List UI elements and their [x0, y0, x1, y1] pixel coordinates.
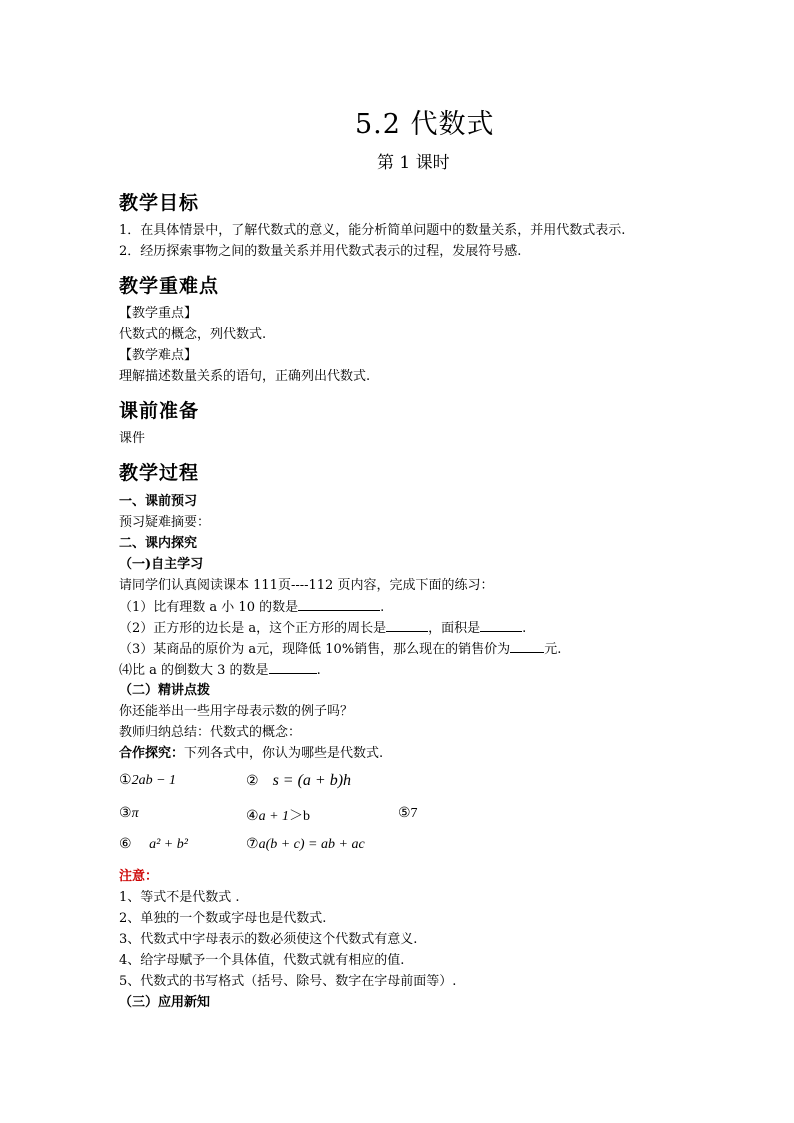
- focus-label: 【教学重点】: [119, 306, 198, 321]
- formula-7-number: ⑦: [246, 837, 259, 852]
- coop-label: 合作探究：: [119, 746, 185, 761]
- formula-3-number: ③: [119, 806, 132, 821]
- focus-text: 代数式的概念，列代数式.: [119, 327, 267, 342]
- note-item-2: 2、单独的一个数或字母也是代数式.: [119, 911, 327, 926]
- part2-heading: 二、课内探究: [119, 536, 198, 551]
- exercise-3: [119, 640, 561, 659]
- exercise-4: [119, 661, 321, 680]
- exercise-4-text: ⑷比 a 的倒数大 3 的数是: [119, 663, 269, 678]
- difficulty-text: 理解描述数量关系的语句，正确列出代数式.: [119, 369, 371, 384]
- formula-6-number: ⑥: [119, 837, 132, 852]
- exercise-1: [119, 598, 384, 617]
- exercise-1-end: .: [380, 600, 385, 615]
- note-item-3: 3、代数式中字母表示的数必须使这个代数式有意义.: [119, 932, 418, 947]
- formula-4-expr: a + 1: [258, 809, 290, 824]
- prep-text: 课件: [119, 431, 146, 446]
- exercise-2-text-b: ，面积是: [428, 621, 481, 636]
- heading-prep: 课前准备: [119, 400, 200, 422]
- exercise-4-end: .: [316, 663, 321, 678]
- formula-2: [246, 772, 351, 790]
- exercise-3-text: （3）某商品的原价为 a元，现降低 10%销售，那么现在的销售价为: [119, 642, 511, 657]
- formula-1-number: ①: [119, 773, 132, 788]
- formula-4-relation: ＞b: [289, 809, 311, 824]
- note-label: 注意：: [119, 869, 159, 884]
- part1-heading: 一、课前预习: [119, 494, 198, 509]
- formula-2-number: ②: [246, 774, 259, 789]
- exercise-2: [119, 619, 526, 638]
- sub1-heading: （一)自主学习: [119, 557, 204, 572]
- coop-text: 下列各式中，你认为哪些是代数式.: [184, 746, 384, 761]
- exercise-2-blank-1: [386, 619, 428, 632]
- coop-line: [119, 745, 383, 763]
- goal-item-2: 2．经历探索事物之间的数量关系并用代数式表示的过程，发展符号感.: [119, 244, 522, 259]
- note-item-5: 5、代数式的书写格式（括号、除号、数字在字母前面等）.: [119, 974, 457, 989]
- note-item-1: 1、等式不是代数式 .: [119, 890, 240, 905]
- heading-process: 教学过程: [119, 462, 200, 484]
- heading-key-points: 教学重难点: [119, 275, 220, 297]
- exercise-2-text: （2）正方形的边长是 a，这个正方形的周长是: [119, 621, 387, 636]
- lesson-subtitle: 第 1 课时: [377, 153, 450, 173]
- difficulty-label: 【教学难点】: [119, 348, 198, 363]
- formula-1-expr: 2ab − 1: [131, 773, 177, 788]
- exercise-2-blank-2: [480, 619, 522, 632]
- formula-4-number: ④: [246, 809, 259, 824]
- formula-2-expr: s = (a + b)h: [272, 772, 352, 789]
- formula-7-expr: a(b + c) = ab + ac: [258, 837, 365, 852]
- exercise-4-blank: [269, 661, 317, 674]
- part1-text: 预习疑难摘要：: [119, 515, 211, 530]
- sub3-heading: （三）应用新知: [119, 995, 211, 1010]
- heading-goals: 教学目标: [119, 192, 200, 214]
- formula-5: ⑤7: [398, 806, 418, 821]
- summary-text: 教师归纳总结：代数式的概念：: [119, 725, 302, 740]
- exercise-1-text: （1）比有理数 a 小 10 的数是: [119, 600, 299, 615]
- question-text: 你还能举出一些用字母表示数的例子吗？: [119, 704, 354, 719]
- goal-item-1: 1．在具体情景中，了解代数式的意义，能分析简单问题中的数量关系，并用代数式表示.: [119, 223, 626, 238]
- formula-3: [119, 805, 139, 822]
- exercise-3-end: 元.: [544, 642, 562, 657]
- formula-1: [119, 772, 176, 789]
- formula-4: [246, 805, 310, 825]
- exercise-3-blank: [510, 640, 544, 653]
- page-title: 5.2 代数式: [355, 109, 495, 140]
- formula-3-expr: π: [131, 806, 139, 821]
- formula-7: [246, 836, 365, 853]
- read-instruction: 请同学们认真阅读课本 111页----112 页内容，完成下面的练习：: [119, 578, 494, 593]
- sub2-heading: （二）精讲点拨: [119, 683, 211, 698]
- formula-6: [119, 836, 188, 853]
- note-item-4: 4、给字母赋予一个具体值，代数式就有相应的值.: [119, 953, 405, 968]
- exercise-1-blank: [298, 598, 380, 611]
- exercise-2-end: .: [522, 621, 527, 636]
- formula-6-expr: a² + b²: [149, 837, 188, 852]
